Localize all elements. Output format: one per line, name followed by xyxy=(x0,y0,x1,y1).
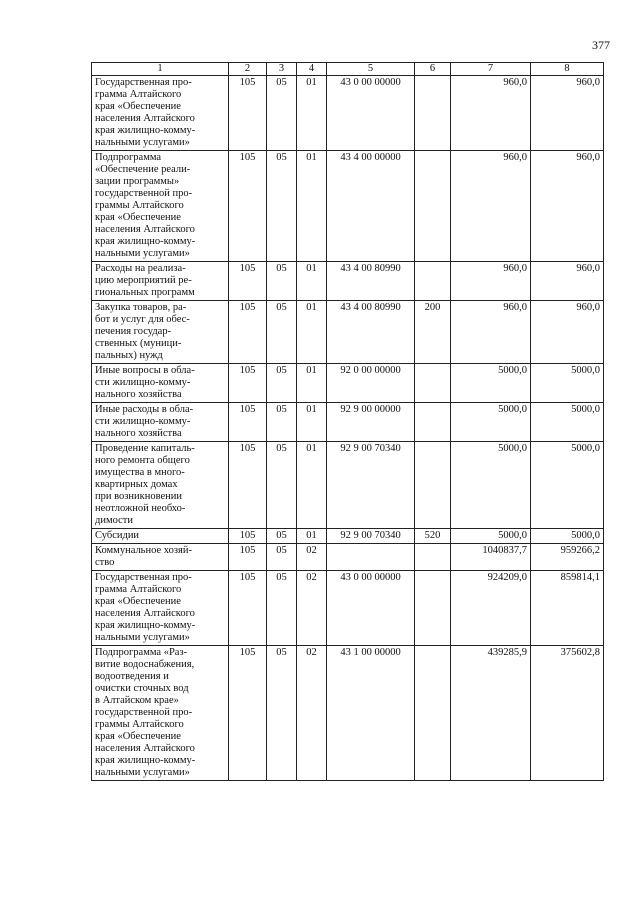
header-cell: 7 xyxy=(451,63,531,76)
row-name: Подпрограмма «Раз- витие водоснабжения, водоотведения и очистки сточных вод в Алтайском крае» государственной про- граммы Алтайского края «Обеспечение населения Алтайского края жилищно-комму- нальными услугами» xyxy=(92,646,229,781)
row-name: Подпрограмма «Обеспечение реали- зации программы» государственной про- граммы Алтайского края «Обеспечение населения Алтайского края жилищно-комму- нальными услугами» xyxy=(92,151,229,262)
row-target-article: 43 4 00 80990 xyxy=(327,262,415,301)
row-amount-2: 960,0 xyxy=(531,151,604,262)
row-amount-2: 5000,0 xyxy=(531,364,604,403)
row-section-code: 05 xyxy=(267,301,297,364)
row-amount-2: 960,0 xyxy=(531,301,604,364)
row-amount-1: 439285,9 xyxy=(451,646,531,781)
row-amount-1: 5000,0 xyxy=(451,529,531,544)
row-subsection-code: 01 xyxy=(297,301,327,364)
row-ministry-code: 105 xyxy=(229,442,267,529)
row-section-code: 05 xyxy=(267,76,297,151)
row-amount-1: 960,0 xyxy=(451,262,531,301)
table-row xyxy=(92,76,604,151)
row-subsection-code: 02 xyxy=(297,544,327,571)
budget-table xyxy=(91,62,604,781)
table-row xyxy=(92,646,604,781)
row-expense-type xyxy=(415,262,451,301)
row-ministry-code: 105 xyxy=(229,529,267,544)
row-section-code: 05 xyxy=(267,544,297,571)
row-section-code: 05 xyxy=(267,442,297,529)
row-expense-type xyxy=(415,403,451,442)
row-amount-1: 960,0 xyxy=(451,301,531,364)
row-target-article xyxy=(327,544,415,571)
row-ministry-code: 105 xyxy=(229,544,267,571)
row-amount-1: 5000,0 xyxy=(451,403,531,442)
row-section-code: 05 xyxy=(267,529,297,544)
row-amount-1: 960,0 xyxy=(451,151,531,262)
header-cell: 2 xyxy=(229,63,267,76)
header-cell: 6 xyxy=(415,63,451,76)
row-amount-2: 960,0 xyxy=(531,76,604,151)
row-expense-type xyxy=(415,151,451,262)
row-expense-type xyxy=(415,544,451,571)
row-expense-type xyxy=(415,364,451,403)
table-row xyxy=(92,571,604,646)
row-subsection-code: 01 xyxy=(297,151,327,262)
row-amount-2: 960,0 xyxy=(531,262,604,301)
row-expense-type xyxy=(415,442,451,529)
row-name: Иные расходы в обла- сти жилищно-комму- нального хозяйства xyxy=(92,403,229,442)
row-name: Коммунальное хозяй- ство xyxy=(92,544,229,571)
row-section-code: 05 xyxy=(267,646,297,781)
table-row xyxy=(92,544,604,571)
row-amount-2: 375602,8 xyxy=(531,646,604,781)
row-expense-type xyxy=(415,571,451,646)
row-ministry-code: 105 xyxy=(229,262,267,301)
row-ministry-code: 105 xyxy=(229,76,267,151)
row-expense-type xyxy=(415,76,451,151)
row-amount-1: 960,0 xyxy=(451,76,531,151)
table-row xyxy=(92,262,604,301)
row-amount-1: 1040837,7 xyxy=(451,544,531,571)
row-ministry-code: 105 xyxy=(229,151,267,262)
row-amount-1: 5000,0 xyxy=(451,442,531,529)
table-row xyxy=(92,403,604,442)
row-amount-1: 924209,0 xyxy=(451,571,531,646)
row-target-article: 92 9 00 00000 xyxy=(327,403,415,442)
row-subsection-code: 01 xyxy=(297,76,327,151)
header-cell: 8 xyxy=(531,63,604,76)
row-expense-type: 200 xyxy=(415,301,451,364)
header-cell: 3 xyxy=(267,63,297,76)
row-subsection-code: 01 xyxy=(297,442,327,529)
row-section-code: 05 xyxy=(267,571,297,646)
row-name: Субсидии xyxy=(92,529,229,544)
row-name: Государственная про- грамма Алтайского края «Обеспечение населения Алтайского края жилищно-комму- нальными услугами» xyxy=(92,571,229,646)
row-subsection-code: 01 xyxy=(297,364,327,403)
header-cell: 4 xyxy=(297,63,327,76)
row-target-article: 43 4 00 80990 xyxy=(327,301,415,364)
row-amount-2: 5000,0 xyxy=(531,403,604,442)
row-section-code: 05 xyxy=(267,403,297,442)
row-target-article: 92 0 00 00000 xyxy=(327,364,415,403)
row-amount-2: 859814,1 xyxy=(531,571,604,646)
row-ministry-code: 105 xyxy=(229,364,267,403)
row-subsection-code: 02 xyxy=(297,646,327,781)
row-target-article: 43 0 00 00000 xyxy=(327,571,415,646)
page-number: 377 xyxy=(592,38,610,52)
row-subsection-code: 01 xyxy=(297,403,327,442)
row-name: Закупка товаров, ра- бот и услуг для обес- печения государ- ственных (муници- пальных) нужд xyxy=(92,301,229,364)
row-name: Иные вопросы в обла- сти жилищно-комму- нального хозяйства xyxy=(92,364,229,403)
row-subsection-code: 02 xyxy=(297,571,327,646)
row-section-code: 05 xyxy=(267,262,297,301)
table-row xyxy=(92,151,604,262)
row-name: Государственная про- грамма Алтайского края «Обеспечение населения Алтайского края жилищно-комму- нальными услугами» xyxy=(92,76,229,151)
table-row xyxy=(92,442,604,529)
row-subsection-code: 01 xyxy=(297,529,327,544)
row-target-article: 43 1 00 00000 xyxy=(327,646,415,781)
row-name: Проведение капиталь- ного ремонта общего имущества в много- квартирных домах при возникновении неотложной необхо- димости xyxy=(92,442,229,529)
row-target-article: 43 0 00 00000 xyxy=(327,76,415,151)
row-target-article: 92 9 00 70340 xyxy=(327,442,415,529)
row-expense-type xyxy=(415,646,451,781)
row-target-article: 43 4 00 00000 xyxy=(327,151,415,262)
row-section-code: 05 xyxy=(267,364,297,403)
row-ministry-code: 105 xyxy=(229,403,267,442)
row-name: Расходы на реализа- цию мероприятий ре- гиональных программ xyxy=(92,262,229,301)
header-cell: 5 xyxy=(327,63,415,76)
row-ministry-code: 105 xyxy=(229,301,267,364)
table-row xyxy=(92,364,604,403)
table-row xyxy=(92,529,604,544)
row-target-article: 92 9 00 70340 xyxy=(327,529,415,544)
row-expense-type: 520 xyxy=(415,529,451,544)
row-section-code: 05 xyxy=(267,151,297,262)
row-amount-2: 959266,2 xyxy=(531,544,604,571)
table-header-row xyxy=(92,63,604,76)
row-ministry-code: 105 xyxy=(229,646,267,781)
table-row xyxy=(92,301,604,364)
row-ministry-code: 105 xyxy=(229,571,267,646)
row-amount-1: 5000,0 xyxy=(451,364,531,403)
row-subsection-code: 01 xyxy=(297,262,327,301)
row-amount-2: 5000,0 xyxy=(531,442,604,529)
row-amount-2: 5000,0 xyxy=(531,529,604,544)
header-cell: 1 xyxy=(92,63,229,76)
